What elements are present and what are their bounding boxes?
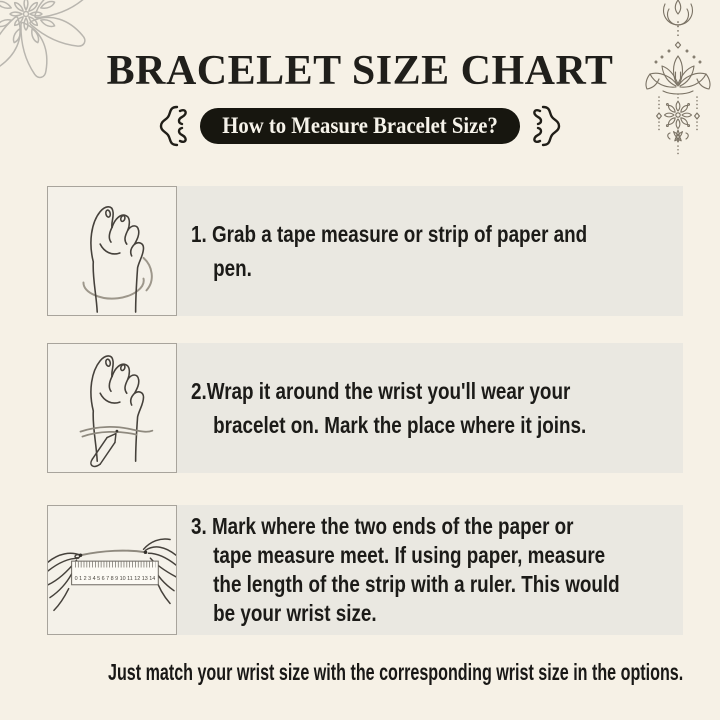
step-3-line-2: tape measure meet. If using paper, measure <box>213 542 606 568</box>
step-2-text <box>191 374 594 442</box>
hand-with-paper-strip-icon <box>48 187 176 315</box>
step-1-line-1: 1. Grab a tape measure or strip of paper and <box>191 221 588 247</box>
step-3-text <box>191 512 620 628</box>
step-1 <box>47 186 683 316</box>
badge-label: How to Measure Bracelet Size? <box>222 113 498 138</box>
step-1-text <box>191 217 594 285</box>
step-3 <box>47 505 683 635</box>
step-3-line-3: the length of the strip with a ruler. This would <box>213 571 620 597</box>
pen-marking-wrist-icon <box>48 344 176 472</box>
step-2-line-1: 2.Wrap it around the wrist you'll wear your <box>191 378 571 404</box>
how-to-measure-badge <box>200 108 520 144</box>
footer-note: Just match your wrist size with the corresponding wrist size in the options. <box>108 659 684 685</box>
step-1-illustration <box>47 186 177 316</box>
step-2-illustration <box>47 343 177 473</box>
step-2 <box>47 343 683 473</box>
step-1-line-2: pen. <box>213 255 252 281</box>
page-title: BRACELET SIZE CHART <box>106 48 614 94</box>
hands-measuring-with-ruler-icon <box>48 506 176 634</box>
flourish-right-icon <box>533 104 569 148</box>
step-2-line-2: bracelet on. Mark the place where it joins. <box>213 412 587 438</box>
step-3-line-1: 3. Mark where the two ends of the paper or <box>191 513 574 539</box>
step-3-line-4: be your wrist size. <box>213 600 377 626</box>
ruler-numbers: 0 1 2 3 4 5 6 7 8 9 10 11 12 13 14 <box>74 575 156 582</box>
badge-row <box>0 107 720 145</box>
flourish-left-icon <box>151 104 187 148</box>
step-3-illustration <box>47 505 177 635</box>
